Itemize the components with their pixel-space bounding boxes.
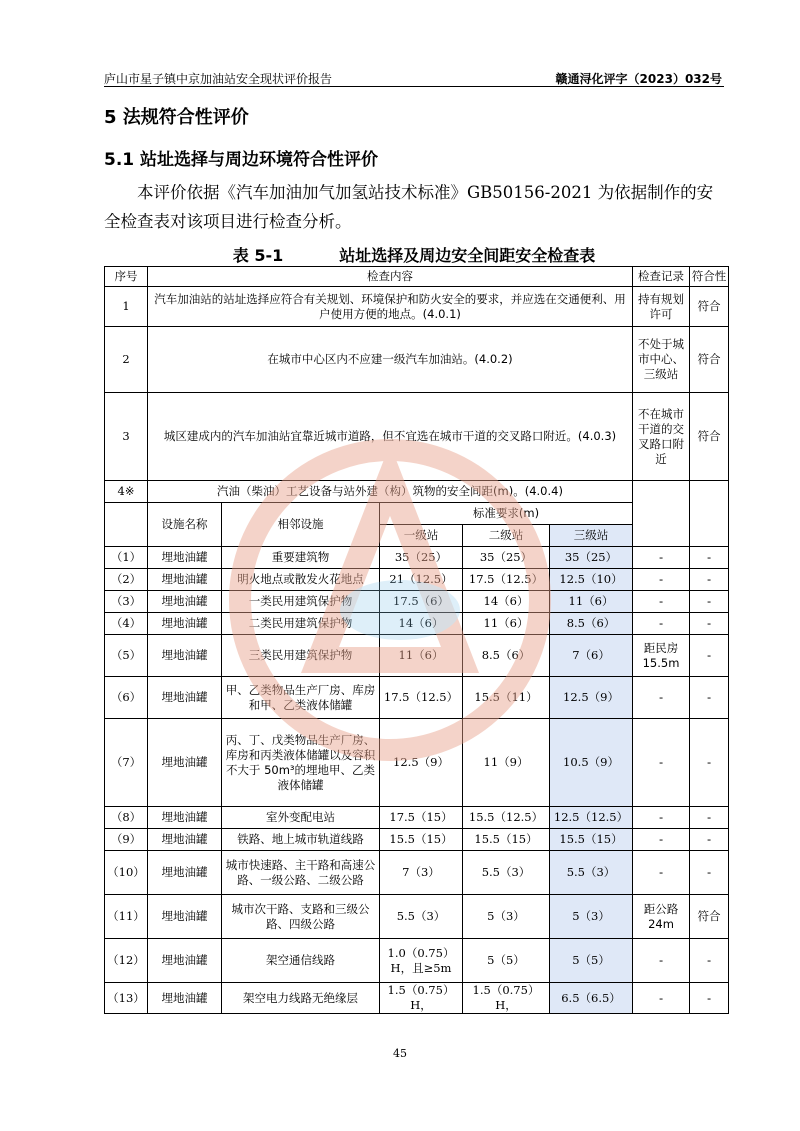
subsection-title: 5.1 站址选择与周边环境符合性评价 [104, 150, 379, 170]
row-level2: 15.5（12.5） [463, 807, 550, 829]
distance-row [105, 719, 729, 807]
row-facility: 埋地油罐 [148, 895, 222, 939]
row-seq: （4） [105, 613, 148, 635]
row-record: 距公路24m [633, 895, 690, 939]
row-facility: 埋地油罐 [148, 677, 222, 719]
distance-row [105, 851, 729, 895]
item-result: 符合 [690, 327, 729, 393]
row-result: - [690, 939, 729, 983]
row-neighbor: 室外变配电站 [222, 807, 380, 829]
item-content: 城区建成内的汽车加油站宜靠近城市道路，但不宜选在城市干道的交叉路口附近。(4.0.3) [148, 393, 633, 481]
row-seq: （9） [105, 829, 148, 851]
row-level2: 5（3） [463, 895, 550, 939]
subheader-level2: 二级站 [463, 525, 550, 547]
row-facility: 埋地油罐 [148, 591, 222, 613]
distance-row [105, 939, 729, 983]
row-facility: 埋地油罐 [148, 719, 222, 807]
intro-paragraph: 本评价依据《汽车加油加气加氢站技术标准》GB50156-2021 为依据制作的安全检查表对该项目进行检查分析。 [104, 183, 714, 231]
row-facility: 埋地油罐 [148, 983, 222, 1014]
subheader-seq-blank [105, 503, 148, 547]
distance-row [105, 547, 729, 569]
row-result: - [690, 569, 729, 591]
row-level3: 8.5（6） [550, 613, 633, 635]
section-title: 5 法规符合性评价 [104, 107, 249, 128]
row-record: 距民房15.5m [633, 635, 690, 677]
row-neighbor: 丙、丁、戊类物品生产厂房、库房和丙类液体储罐以及容积不大于 50m³的埋地甲、乙类液体储罐 [222, 719, 380, 807]
row-level3: 6.5（6.5） [550, 983, 633, 1014]
row-level3: 12.5（10） [550, 569, 633, 591]
row-result: - [690, 829, 729, 851]
row-neighbor: 一类民用建筑保护物 [222, 591, 380, 613]
item4-record-blank [633, 481, 690, 547]
table-row [105, 327, 729, 393]
row-facility: 埋地油罐 [148, 569, 222, 591]
row-neighbor: 甲、乙类物品生产厂房、库房和甲、乙类液体储罐 [222, 677, 380, 719]
row-level3: 35（25） [550, 547, 633, 569]
row-level2: 15.5（15） [463, 829, 550, 851]
row-seq: （10） [105, 851, 148, 895]
row-record: - [633, 719, 690, 807]
distance-row [105, 569, 729, 591]
distance-row [105, 677, 729, 719]
row-level3: 12.5（9） [550, 677, 633, 719]
row-result: - [690, 807, 729, 829]
row-result: 符合 [690, 895, 729, 939]
distance-row [105, 895, 729, 939]
row-record: - [633, 591, 690, 613]
table-caption [104, 243, 724, 266]
distance-row [105, 613, 729, 635]
row-level3: 10.5（9） [550, 719, 633, 807]
item-seq: 1 [105, 287, 148, 327]
row-result: - [690, 851, 729, 895]
row-level1: 17.5（6） [380, 591, 463, 613]
row-record: - [633, 851, 690, 895]
distance-row [105, 635, 729, 677]
table-row [105, 393, 729, 481]
row-facility: 埋地油罐 [148, 807, 222, 829]
row-neighbor: 架空通信线路 [222, 939, 380, 983]
row-seq: （6） [105, 677, 148, 719]
row-level3: 5（5） [550, 939, 633, 983]
row-neighbor: 明火地点或散发火花地点 [222, 569, 380, 591]
header-report-title: 庐山市星子镇中京加油站安全现状评价报告 [104, 72, 333, 86]
row-neighbor: 二类民用建筑保护物 [222, 613, 380, 635]
row-facility: 埋地油罐 [148, 851, 222, 895]
subheader-facility: 设施名称 [148, 503, 222, 547]
row-level3: 5.5（3） [550, 851, 633, 895]
item4-result-blank [690, 481, 729, 547]
row-level2: 11（9） [463, 719, 550, 807]
row-neighbor: 城市快速路、主干路和高速公路、一级公路、二级公路 [222, 851, 380, 895]
row-level2: 14（6） [463, 591, 550, 613]
table-header-row [105, 267, 729, 287]
row-level1: 14（6） [380, 613, 463, 635]
row-level2: 17.5（12.5） [463, 569, 550, 591]
subheader-level1: 一级站 [380, 525, 463, 547]
row-result: - [690, 591, 729, 613]
row-facility: 埋地油罐 [148, 829, 222, 851]
row-level2: 35（25） [463, 547, 550, 569]
row-result: - [690, 677, 729, 719]
row-neighbor: 架空电力线路无绝缘层 [222, 983, 380, 1014]
row-level2: 15.5（11） [463, 677, 550, 719]
distance-row [105, 591, 729, 613]
row-neighbor: 铁路、地上城市轨道线路 [222, 829, 380, 851]
item-seq: 3 [105, 393, 148, 481]
row-facility: 埋地油罐 [148, 613, 222, 635]
row-result: - [690, 613, 729, 635]
col-header-seq: 序号 [105, 267, 148, 287]
row-level1: 7（3） [380, 851, 463, 895]
row-record: - [633, 677, 690, 719]
col-header-content: 检查内容 [148, 267, 633, 287]
row-level2: 11（6） [463, 613, 550, 635]
row-level3: 7（6） [550, 635, 633, 677]
row-level3: 11（6） [550, 591, 633, 613]
subheader-level3: 三级站 [550, 525, 633, 547]
row-neighbor: 重要建筑物 [222, 547, 380, 569]
row-record: - [633, 613, 690, 635]
item4-seq: 4※ [105, 481, 148, 503]
row-level1: 1.0（0.75）H，且≥5m [380, 939, 463, 983]
row-seq: （1） [105, 547, 148, 569]
row-level1: 17.5（12.5） [380, 677, 463, 719]
row-neighbor: 城市次干路、支路和三级公路、四级公路 [222, 895, 380, 939]
row-result: - [690, 635, 729, 677]
row-seq: （2） [105, 569, 148, 591]
item-record: 不在城市干道的交叉路口附近 [633, 393, 690, 481]
row-facility: 埋地油罐 [148, 547, 222, 569]
row-level1: 1.5（0.75）H， [380, 983, 463, 1014]
row-seq: （5） [105, 635, 148, 677]
row-level2: 1.5（0.75）H， [463, 983, 550, 1014]
distance-row [105, 807, 729, 829]
col-header-result: 符合性 [690, 267, 729, 287]
row-seq: （7） [105, 719, 148, 807]
row-seq: （11） [105, 895, 148, 939]
item-seq: 2 [105, 327, 148, 393]
item-result: 符合 [690, 393, 729, 481]
safety-checklist-table [104, 266, 729, 1014]
item-record: 不处于城市中心、三级站 [633, 327, 690, 393]
table-caption-number: 表 5-1 [232, 246, 284, 265]
item-content: 在城市中心区内不应建一级汽车加油站。(4.0.2) [148, 327, 633, 393]
item4-title: 汽油（柴油）工艺设备与站外建（构）筑物的安全间距(m)。(4.0.4) [148, 481, 633, 503]
col-header-record: 检查记录 [633, 267, 690, 287]
distance-row [105, 983, 729, 1014]
subheader-standard: 标准要求(m) [380, 503, 633, 525]
row-seq: （13） [105, 983, 148, 1014]
row-level3: 15.5（15） [550, 829, 633, 851]
row-level1: 35（25） [380, 547, 463, 569]
row-level2: 5.5（3） [463, 851, 550, 895]
table-row [105, 287, 729, 327]
item-result: 符合 [690, 287, 729, 327]
row-level1: 5.5（3） [380, 895, 463, 939]
row-record: - [633, 939, 690, 983]
row-record: - [633, 807, 690, 829]
row-result: - [690, 547, 729, 569]
row-level1: 15.5（15） [380, 829, 463, 851]
header-divider [104, 86, 724, 87]
distance-row [105, 829, 729, 851]
row-seq: （3） [105, 591, 148, 613]
row-seq: （12） [105, 939, 148, 983]
row-facility: 埋地油罐 [148, 635, 222, 677]
row-record: - [633, 983, 690, 1014]
item-record: 持有规划许可 [633, 287, 690, 327]
item4-title-row [105, 481, 729, 503]
subheader-neighbor: 相邻设施 [222, 503, 380, 547]
row-seq: （8） [105, 807, 148, 829]
row-level1: 11（6） [380, 635, 463, 677]
row-facility: 埋地油罐 [148, 939, 222, 983]
row-result: - [690, 719, 729, 807]
row-record: - [633, 569, 690, 591]
row-neighbor: 三类民用建筑保护物 [222, 635, 380, 677]
row-level3: 5（3） [550, 895, 633, 939]
row-level1: 12.5（9） [380, 719, 463, 807]
row-level1: 21（12.5） [380, 569, 463, 591]
page-number: 45 [393, 1047, 407, 1060]
row-result: - [690, 983, 729, 1014]
row-record: - [633, 829, 690, 851]
item-content: 汽车加油站的站址选择应符合有关规划、环境保护和防火安全的要求，并应选在交通便利、用户使用方便的地点。(4.0.1) [148, 287, 633, 327]
row-level1: 17.5（15） [380, 807, 463, 829]
header-report-number: 赣通浔化评字（2023）032号 [555, 72, 722, 86]
table-caption-title: 站址选择及周边安全间距安全检查表 [339, 246, 596, 265]
row-level2: 5（5） [463, 939, 550, 983]
row-level2: 8.5（6） [463, 635, 550, 677]
row-level3: 12.5（12.5） [550, 807, 633, 829]
row-record: - [633, 547, 690, 569]
